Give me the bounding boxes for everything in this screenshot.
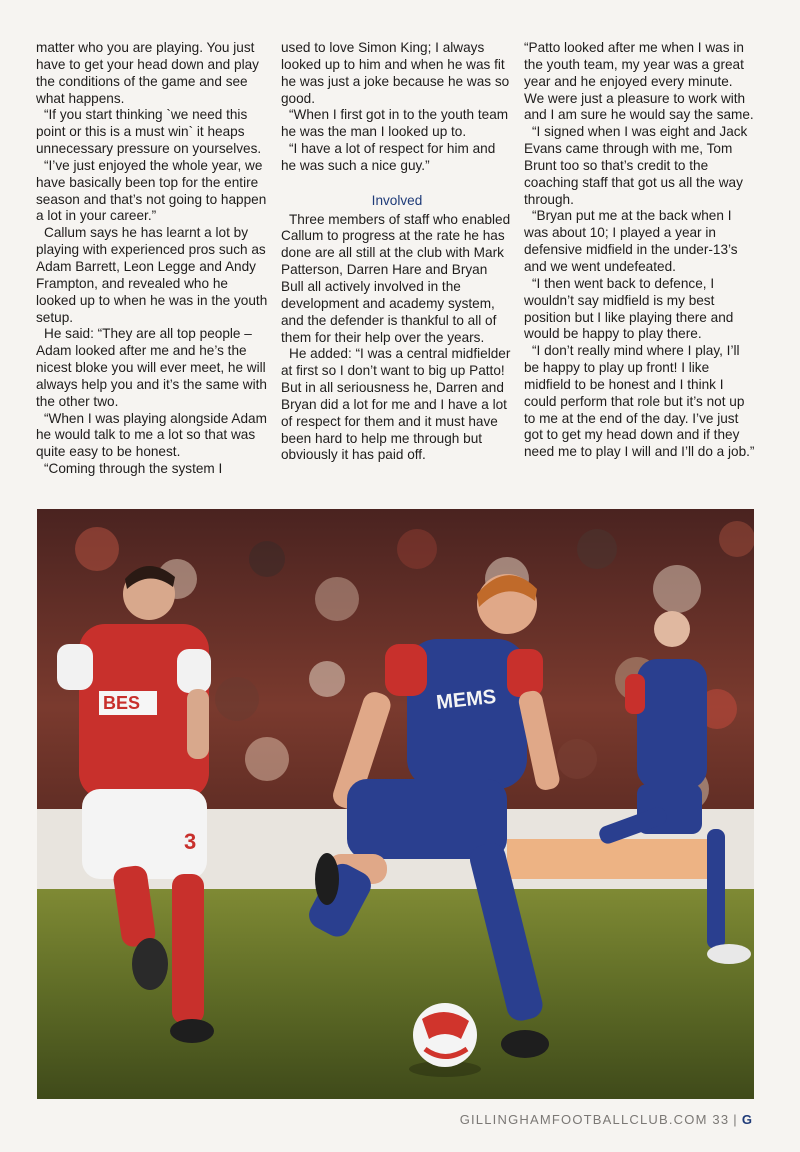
paragraph: matter who you are playing. You just have to get your head down and play the conditions of the game and see what happens. [36,40,259,106]
paragraph: “If you start thinking `we need this point or this is a must win` it heaps unnecessary pressure on yourselves. [36,107,262,157]
shirt-sponsor-text: MEMS [435,685,498,714]
paragraph: “I’ve just enjoyed the whole year, we have basically been top for the entire season and that’s not going to happen a lot in your career.” [36,157,267,224]
paragraph: “Coming through the system I [44,461,223,477]
article-column-3 [524,40,756,461]
section-subheading: Involved [371,192,423,208]
photo-illustration [37,509,754,1099]
footer-separator: | [733,1112,738,1127]
site-url: GILLINGHAMFOOTBALLCLUB.COM [459,1112,708,1127]
paragraph: He said: “They are all top people – Adam looked after me and he’s the nicest bloke you will ever meet, he will always help you and it’s the same with the other two. [36,326,267,409]
paragraph: “I don’t really mind where I play, I’ll be happy to play up front! I like midfield to be honest and I think I could perform that role but it’s not up to me at the end of the day. I’ve just got to get my head down and if they need me to play I will and I’ll do a job.” [524,343,755,460]
shirt-sponsor-text: BES [103,693,141,713]
paragraph: He added: “I was a central midfielder at first so I don’t want to big up Patto! But in all seriousness he, Darren and Bryan did a lot for me and I have a lot of respect for them and it must have been hard to help me through but obviously it has paid off. [281,346,511,463]
paragraph: “Bryan put me at the back when I was about 10; I played a year in defensive midfield in the under-13’s and we went undefeated. [524,208,738,274]
paragraph: used to love Simon King; I always looked up to him and when he was fit he was just a joke because he was so good. [281,40,510,106]
page-number: 33 [712,1112,730,1127]
paragraph: “When I was playing alongside Adam he would talk to me a lot so that was quite easy to be honest. [36,410,267,460]
paragraph: “When I first got in to the youth team he was the man I looked up to. [281,107,509,140]
article-column-2 [281,40,513,464]
paragraph: “Patto looked after me when I was in the youth team, my year was a great year and he enjoyed every minute. We were just a pleasure to work with and I am sure he would say the same. [524,40,754,123]
shorts-number: 3 [184,829,197,854]
paragraph: “I have a lot of respect for him and he was such a nice guy.” [281,141,496,173]
article-column-1 [36,40,268,478]
paragraph: Three members of staff who enabled Callum to progress at the rate he has done are all still at the club with Mark Patterson, Darren Hare and Bryan Bull all actively involved in the development and academy system, and the defender is thankful to all of them for their help over the years. [281,211,511,345]
paragraph: “I then went back to defence, I wouldn’t say midfield is my best position but I like playing there and would be happy to play there. [524,275,734,342]
match-action-photo [37,509,754,1099]
page-footer [460,1112,752,1127]
paragraph: “I signed when I was eight and Jack Evans came through with me, Tom Brunt too so that’s credit to the coaching staff that got us all the way through. [524,124,748,207]
paragraph: Callum says he has learnt a lot by playing with experienced pros such as Adam Barrett, Leon Legge and Andy Frampton, and revealed who he looked up to when he was in the youth setup. [36,225,268,325]
club-logo-icon: G [741,1112,752,1127]
